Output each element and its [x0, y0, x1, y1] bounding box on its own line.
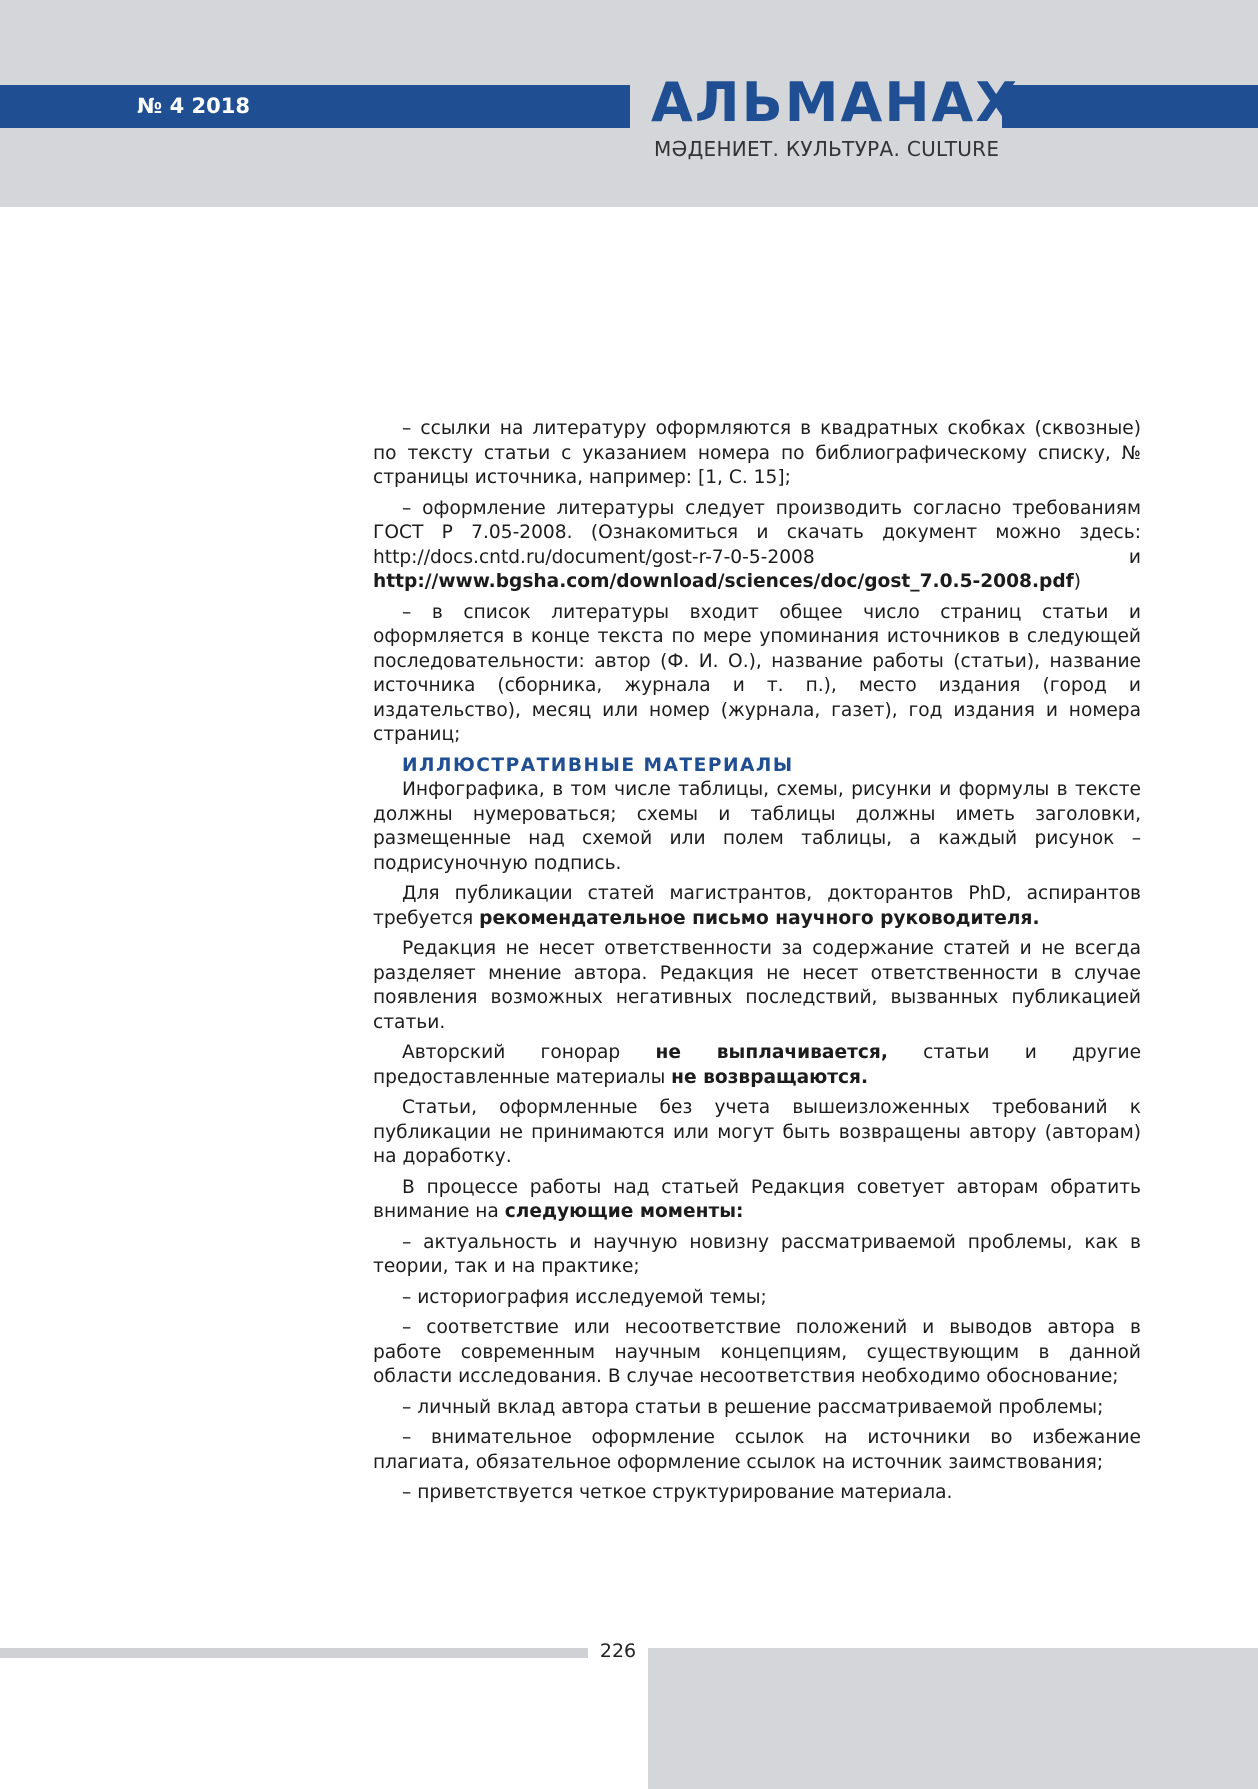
paragraph-bibliography: – в список литературы входит общее число страниц статьи и оформляется в конце текста по мере упоминания источников в следующей последовательности: автор (Ф. И. О.), название работы (статьи), название источника (сборника, журнала и т. п.), место издания (город и издательство), месяц или номер (журнала, газет), год издания и номера страниц;: [373, 601, 1141, 745]
paragraph-fee: [373, 1041, 1141, 1090]
header-bar-right: [1002, 85, 1258, 128]
article-body: [373, 417, 1141, 1512]
list-item-historiography: – историография исследуемой темы;: [402, 1286, 767, 1308]
section-title: ИЛЛЮСТРАТИВНЫЕ МАТЕРИАЛЫ: [402, 754, 794, 776]
fee-text-a: Авторский гонорар: [402, 1042, 656, 1063]
recommendation-text: Для публикации статей магистрантов, докторантов PhD, аспирантов требуется: [373, 883, 1141, 929]
list-item-conformity: – соответствие или несоответствие положений и выводов автора в работе современным научным концепциям, существующим в данной области исследования. В случае несоответствия необходимо обоснование;: [373, 1317, 1141, 1387]
paragraph-advice: [373, 1176, 1141, 1225]
paragraph-gost: [373, 497, 1141, 595]
fee-bold-a: не выплачивается,: [655, 1042, 888, 1063]
gost-text-end: ): [1073, 571, 1082, 592]
recommendation-bold: рекомендательное письмо научного руководителя.: [479, 907, 1040, 929]
page-number: 226: [599, 1640, 637, 1662]
paragraph-responsibility: Редакция не несет ответственности за содержание статей и не всегда разделяет мнение автора. Редакция не несет ответственности в случае появления возможных негативных последствий, вызванных публикацией статьи.: [373, 938, 1141, 1033]
paragraph-references: – ссылки на литературу оформляются в квадратных скобках (сквозные) по тексту статьи с указанием номера по библиографическому списку, № страницы источника, например: [1, С. 15];: [373, 418, 1141, 488]
fee-bold-b: не возвращаются.: [671, 1066, 869, 1088]
advice-text: В процессе работы над статьей Редакция советует авторам обратить внимание на: [373, 1176, 1141, 1222]
advice-bold: следующие моменты:: [504, 1201, 744, 1222]
issue-number: № 4 2018: [137, 94, 250, 118]
paragraph-rejection: Статьи, оформленные без учета вышеизложенных требований к публикации не принимаются или могут быть возвращены автору (авторам) на доработку.: [373, 1097, 1141, 1167]
fee-text-b: статьи и другие предоставленные материалы: [373, 1042, 1142, 1088]
gost-text: – оформление литературы следует производить согласно требованиям ГОСТ Р 7.05-2008. (Ознакомиться и скачать документ можно здесь: http://docs.cntd.ru/document/gost-r-7-0-5-2008 и: [373, 497, 1141, 568]
list-item-relevance: – актуальность и научную новизну рассматриваемой проблемы, как в теории, так и на практике;: [373, 1231, 1141, 1277]
paragraph-infographics: Инфографика, в том числе таблицы, схемы, рисунки и формулы в тексте должны нумероваться; схемы и таблицы должны иметь заголовки, размещенные над схемой или полем таблицы, а каждый рисунок – подрисуночную подпись.: [373, 779, 1141, 874]
journal-title: АЛЬМАНАХ: [651, 71, 1019, 134]
gost-link[interactable]: http://www.bgsha.com/download/sciences/doc/gost_7.0.5-2008.pdf: [373, 571, 1074, 592]
list-item-plagiarism: – внимательное оформление ссылок на источники во избежание плагиата, обязательное оформление ссылок на источник заимствования;: [373, 1427, 1141, 1473]
paragraph-recommendation: [373, 882, 1141, 931]
footer-block: [648, 1648, 1258, 1789]
footer-line: [0, 1648, 588, 1658]
list-item-structure: – приветствуется четкое структурирование материала.: [402, 1482, 953, 1503]
journal-subtitle: МӘДЕНИЕТ. КУЛЬТУРА. CULTURE: [654, 137, 1000, 161]
list-item-contribution: – личный вклад автора статьи в решение рассматриваемой проблемы;: [402, 1396, 1104, 1418]
header-bar-left: [0, 85, 630, 128]
